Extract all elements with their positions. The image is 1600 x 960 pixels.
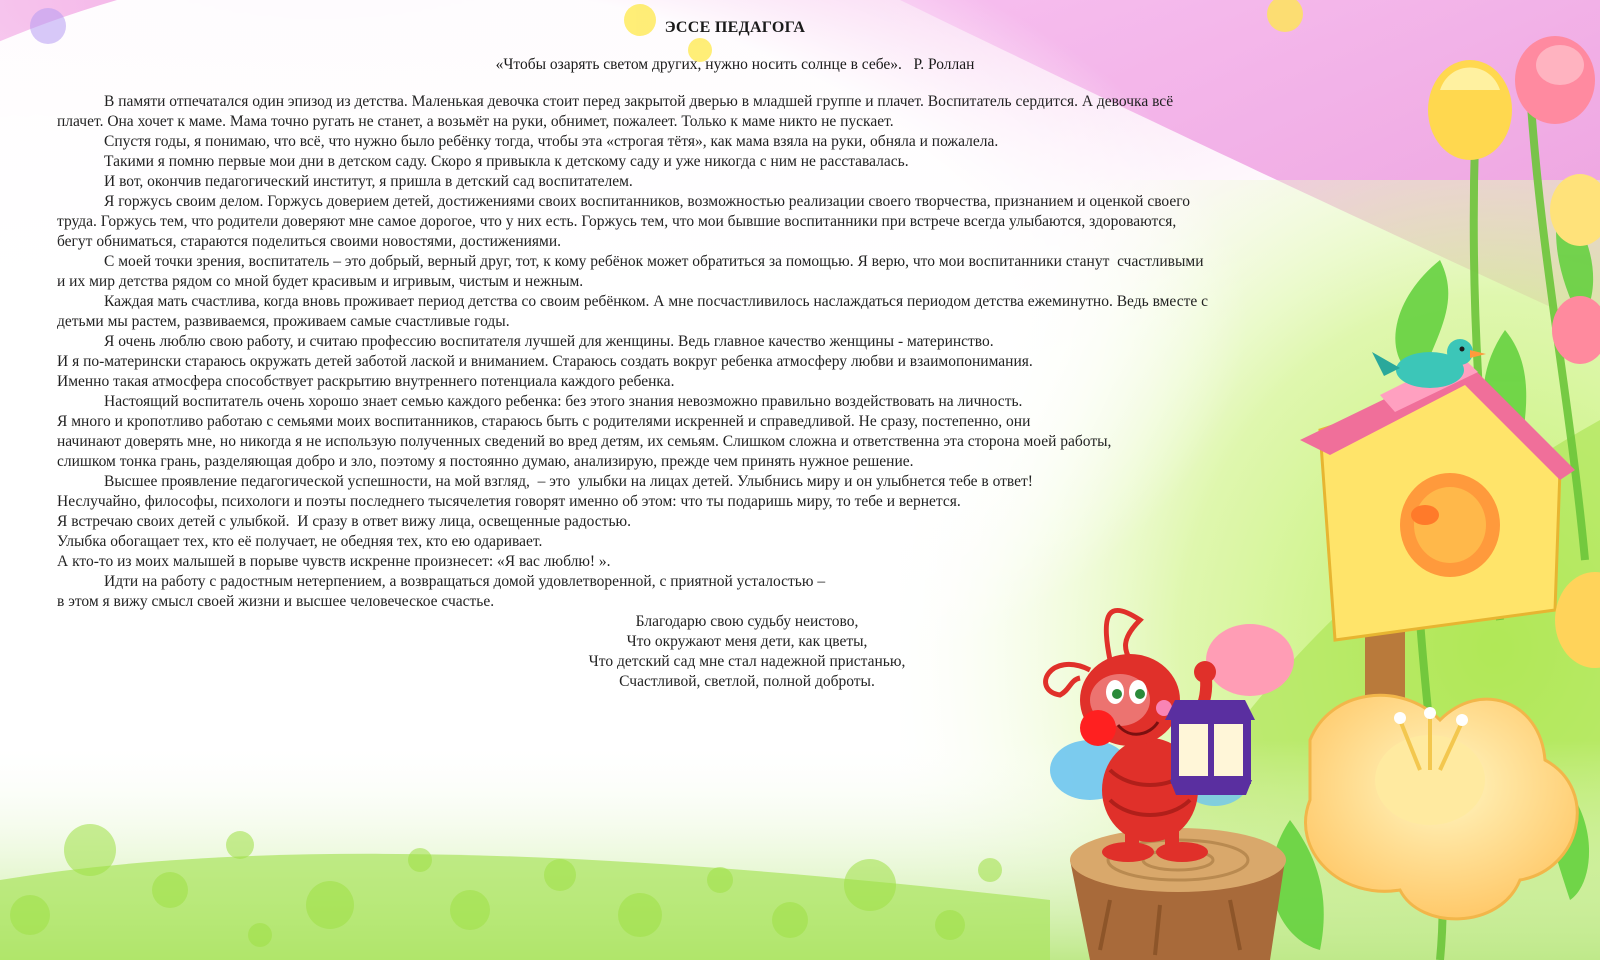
closing-poem [57, 612, 1437, 692]
essay-line: В памяти отпечатался один эпизод из детства. Маленькая девочка стоит перед закрытой дверью в младшей группе и плачет. Воспитатель сердится. А девочка всё [104, 93, 1174, 110]
essay-line: С моей точки зрения, воспитатель – это добрый, верный друг, тот, к кому ребёнок может обратиться за помощью. Я верю, что мои воспитанники станут счастливыми [104, 253, 1204, 270]
essay-line: Каждая мать счастлива, когда вновь проживает период детства со своим ребёнком. А мне посчастливилось наслаждаться периодом детства ежеминутно. Ведь вместе с [104, 293, 1208, 310]
poem-line: Что детский сад мне стал надежной пристанью, [588, 653, 906, 670]
essay-line: Я горжусь своим делом. Горжусь доверием детей, достижениями своих воспитанников, возможностью реализации своего творчества, признанием и оценкой своего [104, 193, 1190, 210]
poem-line: Благодарю свою судьбу неистово, [635, 613, 859, 630]
poem-line: Счастливой, светлой, полной доброты. [619, 673, 875, 690]
essay-line: А кто-то из моих малышей в порыве чувств искренне произнесет: «Я вас люблю! ». [57, 553, 611, 570]
essay-line: Спустя годы, я понимаю, что всё, что нужно было ребёнку тогда, чтобы эта «строгая тётя», как мама взяла на руки, обняла и пожалела. [104, 133, 999, 150]
essay-line: Именно такая атмосфера способствует раскрытию внутреннего потенциала каждого ребенка. [57, 373, 675, 390]
essay-epigraph: «Чтобы озарять светом других, нужно носить солнце в себе». Р. Роллан [495, 56, 975, 73]
essay-line: труда. Горжусь тем, что родители доверяют мне самое дорогое, что у них есть. Горжусь тем, что мои бывшие воспитанники при встрече всегда улыбаются, здороваются, [57, 213, 1177, 230]
essay-line: в этом я вижу смысл своей жизни и высшее человеческое счастье. [57, 593, 495, 610]
essay-body [57, 92, 1417, 692]
essay-line: бегут обниматься, стараются поделиться своими новостями, достижениями. [57, 233, 562, 250]
poem-line: Что окружают меня дети, как цветы, [626, 633, 868, 650]
essay-line: Идти на работу с радостным нетерпением, а возвращаться домой удовлетворенной, с приятной усталостью – [104, 573, 826, 590]
essay-line: Я много и кропотливо работаю с семьями моих воспитанников, стараюсь быть с родителями искренней и справедливой. Не сразу, постепенно, они [57, 413, 1031, 430]
essay-line: Улыбка обогащает тех, кто её получает, не обедняя тех, кто ею одаривает. [57, 533, 543, 550]
essay-line: Настоящий воспитатель очень хорошо знает семью каждого ребенка: без этого знания невозможно правильно воздействовать на личность. [104, 393, 1023, 410]
essay-line: начинают доверять мне, но никогда я не использую полученных сведений во вред детям, их семьям. Слишком сложна и ответственна эта сторона моей работы, [57, 433, 1112, 450]
essay-line: детьми мы растем, развиваемся, проживаем самые счастливые годы. [57, 313, 510, 330]
essay-line: Я очень люблю свою работу, и считаю профессию воспитателя лучшей для женщины. Ведь главное качество женщины - материнство. [104, 333, 994, 350]
essay-line: Неслучайно, философы, психологи и поэты последнего тысячелетия говорят именно об этом: что ты подаришь миру, то тебе и вернется. [57, 493, 961, 510]
essay-line: Высшее проявление педагогической успешности, на мой взгляд, – это улыбки на лицах детей. Улыбнись миру и он улыбнется тебе в ответ! [104, 473, 1033, 490]
essay-line: Я встречаю своих детей с улыбкой. И сразу в ответ вижу лица, освещенные радостью. [57, 513, 631, 530]
essay-title: ЭССЕ ПЕДАГОГА [664, 19, 806, 36]
essay-line: И вот, окончив педагогический институт, я пришла в детский сад воспитателем. [104, 173, 633, 190]
essay-line: И я по-матерински стараюсь окружать детей заботой лаской и вниманием. Стараюсь создать вокруг ребенка атмосферу любви и взаимопонимания. [57, 353, 1033, 370]
essay-line: плачет. Она хочет к маме. Мама точно ругать не станет, а возьмёт на руки, обнимет, пожалеет. Только к маме никто не пускает. [57, 113, 894, 130]
essay-line: и их мир детства рядом со мной будет красивым и игривым, чистым и нежным. [57, 273, 584, 290]
essay-line: Такими я помню первые мои дни в детском саду. Скоро я привыкла к детскому саду и уже никогда с ним не расставалась. [104, 153, 909, 170]
essay-line: слишком тонка грань, разделяющая добро и зло, поэтому я постоянно думаю, анализирую, прежде чем принять нужное решение. [57, 453, 914, 470]
